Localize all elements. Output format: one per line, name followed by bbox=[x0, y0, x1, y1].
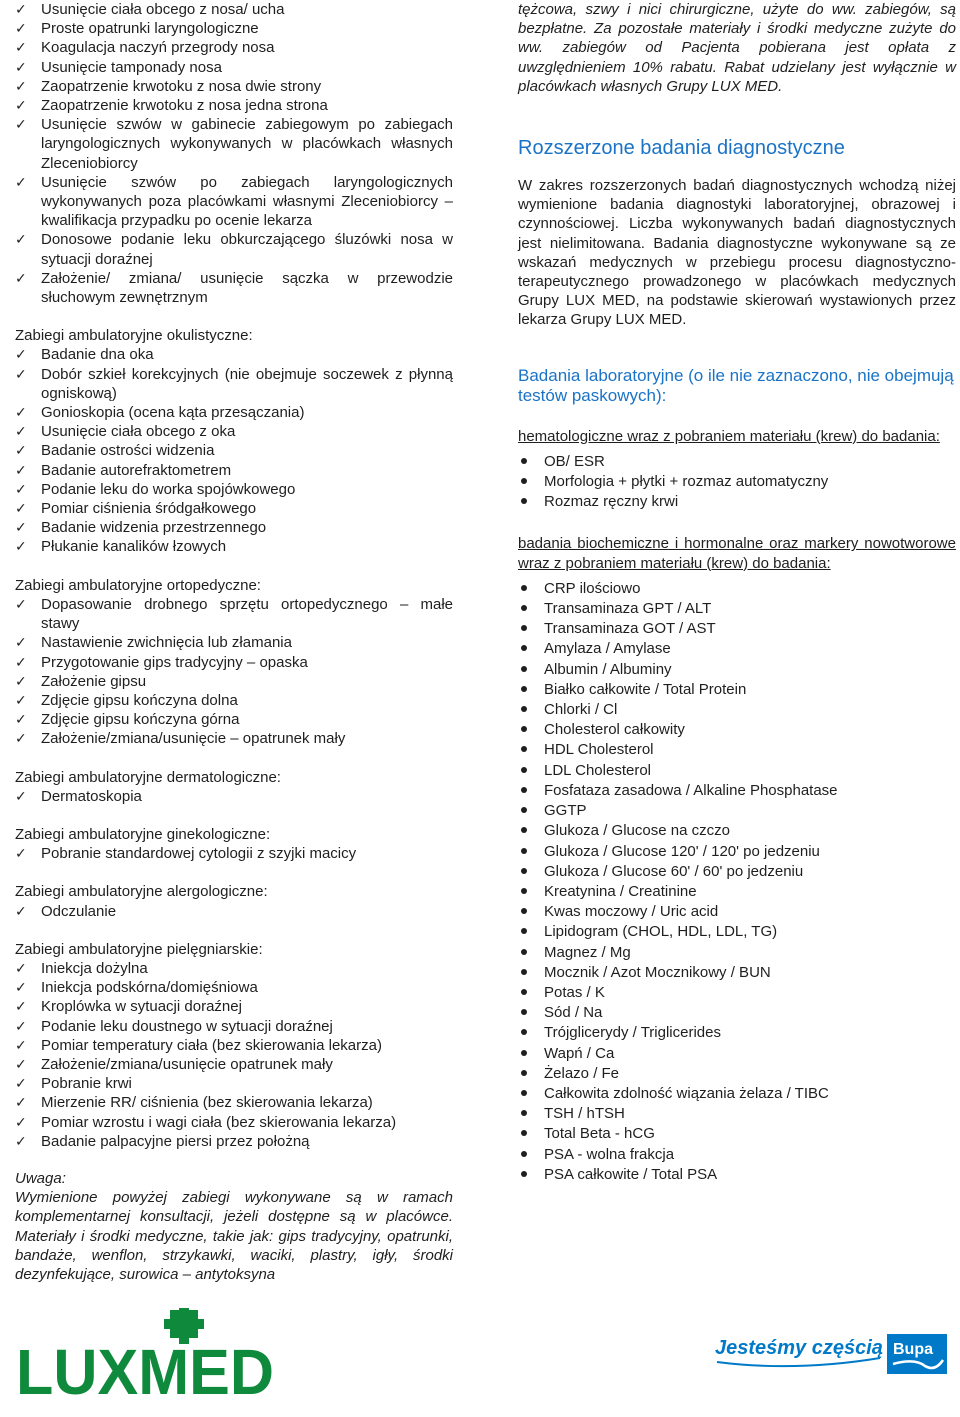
check-icon: ✓ bbox=[15, 538, 27, 555]
list-item bbox=[518, 922, 956, 942]
list-item bbox=[15, 959, 453, 978]
section-check-list bbox=[15, 959, 453, 1151]
check-icon: ✓ bbox=[15, 595, 27, 612]
lab-heading: Badania laboratoryjne (o ile nie zaznaczono, nie obejmują testów paskowych): bbox=[518, 365, 954, 406]
check-icon: ✓ bbox=[15, 231, 27, 248]
check-icon: ✓ bbox=[15, 979, 27, 996]
luxmed-logo-text: LUXMED bbox=[16, 1336, 274, 1400]
bullet-icon bbox=[521, 1029, 527, 1035]
list-item-text: Wapń / Ca bbox=[544, 1044, 615, 1062]
bullet-icon bbox=[521, 928, 527, 934]
list-item-text: Pomiar wzrostu i wagi ciała (bez skierowania lekarza) bbox=[41, 1113, 397, 1131]
bullet-icon bbox=[521, 645, 527, 651]
list-item bbox=[518, 1044, 956, 1064]
list-item bbox=[15, 480, 453, 499]
check-icon: ✓ bbox=[15, 442, 27, 459]
list-item bbox=[15, 1017, 453, 1036]
biochem-heading: badania biochemiczne i hormonalne oraz markery nowotworowe wraz z pobraniem materiału (krew) do badania: bbox=[518, 535, 956, 572]
bullet-icon bbox=[521, 1050, 527, 1056]
list-item bbox=[15, 0, 453, 19]
bullet-icon bbox=[521, 706, 527, 712]
list-item-text: Zdjęcie gipsu kończyna górna bbox=[41, 711, 240, 729]
bullet-icon bbox=[521, 1090, 527, 1096]
list-item-text: GGTP bbox=[544, 802, 587, 820]
list-item-text: Koagulacja naczyń przegrody nosa bbox=[41, 39, 275, 57]
list-item-text: Dermatoskopia bbox=[41, 787, 142, 805]
bullet-icon bbox=[521, 1151, 527, 1157]
list-item-text: Albumin / Albuminy bbox=[544, 660, 672, 678]
list-item bbox=[15, 58, 453, 77]
check-icon: ✓ bbox=[15, 691, 27, 708]
bupa-logo bbox=[715, 1328, 950, 1378]
bullet-icon bbox=[521, 498, 527, 504]
list-item bbox=[518, 639, 956, 659]
luxmed-logo bbox=[16, 1308, 276, 1400]
list-item-text: Pobranie krwi bbox=[41, 1075, 132, 1093]
check-icon: ✓ bbox=[15, 959, 27, 976]
section-heading: Zabiegi ambulatoryjne ortopedyczne: bbox=[15, 576, 261, 594]
bullet-icon bbox=[521, 605, 527, 611]
list-item-text: Potas / K bbox=[544, 983, 605, 1001]
list-item-text: OB/ ESR bbox=[544, 452, 605, 470]
section-heading: Zabiegi ambulatoryjne alergologiczne: bbox=[15, 883, 268, 901]
list-item-text: Fosfataza zasadowa / Alkaline Phosphatase bbox=[544, 781, 838, 799]
list-item bbox=[15, 422, 453, 441]
list-item-text: Podanie leku do worka spojówkowego bbox=[41, 480, 296, 498]
list-item-text: Usunięcie szwów w gabinecie zabiegowym po zabiegach laryngologicznych wykonywanych w placówkach własnych Zleceniobiorcy bbox=[41, 116, 453, 172]
bupa-logo-text: Bupa bbox=[893, 1341, 933, 1358]
list-item-text: Transaminaza GPT / ALT bbox=[544, 600, 712, 618]
list-item-text: Dopasowanie drobnego sprzętu ortopedycznego – małe stawy bbox=[41, 595, 453, 633]
list-item-text: CRP ilościowo bbox=[544, 579, 641, 597]
section-check-list bbox=[15, 345, 453, 556]
section-check-list bbox=[15, 844, 453, 863]
list-item-text: PSA całkowite / Total PSA bbox=[544, 1165, 718, 1183]
check-icon: ✓ bbox=[15, 1036, 27, 1053]
list-item-text: Gonioskopia (ocena kąta przesączania) bbox=[41, 404, 305, 422]
list-item-text: Usunięcie ciała obcego z nosa/ ucha bbox=[41, 1, 285, 18]
list-item-text: Białko całkowite / Total Protein bbox=[544, 680, 747, 698]
list-item-text: TSH / hTSH bbox=[544, 1105, 625, 1123]
check-icon: ✓ bbox=[15, 423, 27, 440]
list-item-text: PSA - wolna frakcja bbox=[544, 1145, 675, 1163]
list-item bbox=[15, 729, 453, 748]
list-item bbox=[15, 672, 453, 691]
check-icon: ✓ bbox=[15, 404, 27, 421]
list-item bbox=[518, 1145, 956, 1165]
list-item bbox=[518, 619, 956, 639]
note-block bbox=[15, 1169, 453, 1284]
bullet-icon bbox=[521, 726, 527, 732]
list-item bbox=[15, 173, 453, 231]
list-item bbox=[518, 842, 956, 862]
bullet-icon bbox=[521, 666, 527, 672]
check-icon: ✓ bbox=[15, 902, 27, 919]
list-item bbox=[15, 345, 453, 364]
bullet-icon bbox=[521, 787, 527, 793]
list-item bbox=[518, 1003, 956, 1023]
list-item bbox=[518, 781, 956, 801]
list-item bbox=[518, 1084, 956, 1104]
check-icon: ✓ bbox=[15, 97, 27, 114]
bullet-icon bbox=[521, 827, 527, 833]
check-icon: ✓ bbox=[15, 519, 27, 536]
list-item-text: Magnez / Mg bbox=[544, 943, 631, 961]
bullet-icon bbox=[521, 767, 527, 773]
list-item bbox=[518, 1104, 956, 1124]
list-item-text: Rozmaz ręczny krwi bbox=[544, 493, 679, 511]
list-item bbox=[15, 403, 453, 422]
list-item bbox=[15, 691, 453, 710]
list-item bbox=[15, 230, 453, 268]
list-item-text: Kwas moczowy / Uric acid bbox=[544, 903, 719, 921]
hematology-heading: hematologiczne wraz z pobraniem materiału (krew) do badania: bbox=[518, 427, 940, 445]
check-icon: ✓ bbox=[15, 1094, 27, 1111]
list-item bbox=[15, 38, 453, 57]
check-icon: ✓ bbox=[15, 58, 27, 75]
section-check-list bbox=[15, 902, 453, 921]
list-item bbox=[518, 700, 956, 720]
list-item-text: Podanie leku doustnego w sytuacji doraźnej bbox=[41, 1017, 333, 1035]
check-icon: ✓ bbox=[15, 39, 27, 56]
note-label: Uwaga: bbox=[15, 1169, 66, 1187]
list-item-text: Założenie/zmiana/usunięcie opatrunek mały bbox=[41, 1055, 333, 1073]
list-item bbox=[15, 1113, 453, 1132]
bullet-icon bbox=[521, 1009, 527, 1015]
list-item-text: Proste opatrunki laryngologiczne bbox=[41, 20, 259, 38]
bullet-icon bbox=[521, 686, 527, 692]
list-item bbox=[15, 96, 453, 115]
list-item-text: Zaopatrzenie krwotoku z nosa dwie strony bbox=[41, 77, 322, 95]
check-icon: ✓ bbox=[15, 480, 27, 497]
bullet-icon bbox=[521, 1171, 527, 1177]
list-item bbox=[15, 787, 453, 806]
list-item bbox=[15, 997, 453, 1016]
top-check-list bbox=[15, 0, 453, 307]
section-heading: Zabiegi ambulatoryjne okulistyczne: bbox=[15, 327, 253, 345]
list-item bbox=[15, 441, 453, 460]
check-icon: ✓ bbox=[15, 998, 27, 1015]
list-item-text: Żelazo / Fe bbox=[544, 1064, 620, 1082]
bullet-icon bbox=[521, 458, 527, 464]
list-item bbox=[518, 472, 956, 492]
list-item bbox=[518, 862, 956, 882]
list-item-text: Założenie/zmiana/usunięcie – opatrunek mały bbox=[41, 730, 346, 748]
bullet-icon bbox=[521, 807, 527, 813]
list-item-text: Glukoza / Glucose na czczo bbox=[544, 822, 730, 840]
list-item bbox=[15, 77, 453, 96]
list-item bbox=[15, 1132, 453, 1151]
list-item bbox=[15, 595, 453, 633]
list-item-text: Badanie palpacyjne piersi przez położną bbox=[41, 1132, 310, 1150]
bupa-slogan: Jesteśmy częścią bbox=[715, 1337, 883, 1359]
check-icon: ✓ bbox=[15, 20, 27, 37]
list-item bbox=[518, 740, 956, 760]
section-heading: Zabiegi ambulatoryjne ginekologiczne: bbox=[15, 825, 271, 843]
list-item bbox=[15, 633, 453, 652]
list-item-text: Pomiar ciśnienia śródgałkowego bbox=[41, 500, 257, 518]
list-item bbox=[518, 1023, 956, 1043]
hematology-list bbox=[518, 452, 956, 513]
list-item-text: Całkowita zdolność wiązania żelaza / TIBC bbox=[544, 1084, 829, 1102]
list-item-text: LDL Cholesterol bbox=[544, 761, 651, 779]
list-item-text: Glukoza / Glucose 120' / 120' po jedzeniu bbox=[544, 842, 820, 860]
list-item-text: Glukoza / Glucose 60' / 60' po jedzeniu bbox=[544, 862, 804, 880]
list-item bbox=[518, 1064, 956, 1084]
list-item bbox=[518, 1124, 956, 1144]
bullet-icon bbox=[521, 908, 527, 914]
list-item-text: Transaminaza GOT / AST bbox=[544, 620, 716, 638]
list-item bbox=[15, 537, 453, 556]
list-item bbox=[15, 461, 453, 480]
list-item-text: Usunięcie szwów po zabiegach laryngologicznych wykonywanych poza placówkami własnymi Zleceniobiorcy – kwalifikacja przypadku po ocenie lekarza bbox=[41, 173, 453, 230]
list-item bbox=[15, 518, 453, 537]
list-item-text: Usunięcie ciała obcego z oka bbox=[41, 423, 236, 441]
bullet-icon bbox=[521, 746, 527, 752]
list-item bbox=[518, 492, 956, 512]
list-item bbox=[15, 653, 453, 672]
list-item-text: Chlorki / Cl bbox=[544, 701, 618, 719]
section-check-list bbox=[15, 595, 453, 749]
check-icon: ✓ bbox=[15, 1113, 27, 1130]
list-item-text: Morfologia + płytki + rozmaz automatyczny bbox=[544, 473, 829, 491]
bullet-icon bbox=[521, 1110, 527, 1116]
check-icon: ✓ bbox=[15, 1055, 27, 1072]
list-item bbox=[518, 983, 956, 1003]
list-item-text: Lipidogram (CHOL, HDL, LDL, TG) bbox=[544, 923, 778, 941]
list-item bbox=[518, 599, 956, 619]
check-icon: ✓ bbox=[15, 1, 27, 17]
list-item bbox=[15, 365, 453, 403]
check-icon: ✓ bbox=[15, 500, 27, 517]
check-icon: ✓ bbox=[15, 845, 27, 862]
check-icon: ✓ bbox=[15, 1075, 27, 1092]
list-item-text: Kreatynina / Creatinine bbox=[544, 882, 697, 900]
list-item-text: Mocznik / Azot Mocznikowy / BUN bbox=[544, 963, 771, 981]
list-item bbox=[518, 943, 956, 963]
list-item-text: Przygotowanie gips tradycyjny – opaska bbox=[41, 653, 308, 671]
list-item-text: Założenie gipsu bbox=[41, 672, 147, 690]
bullet-icon bbox=[521, 1130, 527, 1136]
bullet-icon bbox=[521, 848, 527, 854]
check-icon: ✓ bbox=[15, 77, 27, 94]
list-item-text: HDL Cholesterol bbox=[544, 741, 654, 759]
list-item-text: Mierzenie RR/ ciśnienia (bez skierowania lekarza) bbox=[41, 1094, 373, 1112]
section-heading: Zabiegi ambulatoryjne pielęgniarskie: bbox=[15, 940, 263, 958]
list-item bbox=[15, 115, 453, 173]
list-item bbox=[518, 680, 956, 700]
left-column bbox=[15, 0, 453, 1284]
note-continued: tężcowa, szwy i nici chirurgiczne, użyte do ww. zabiegów, są bezpłatne. Za pozostałe materiały i środki medyczne zużyte do ww. zabiegów od Pacjenta pobierana jest opłata z uwzględnieniem 10% rabatu. Rabat udzielany jest wyłącznie w placówkach własnych Grupy LUX MED. bbox=[518, 1, 956, 95]
list-item bbox=[15, 1036, 453, 1055]
check-icon: ✓ bbox=[15, 269, 27, 286]
bullet-icon bbox=[521, 868, 527, 874]
list-item-text: Płukanie kanalików łzowych bbox=[41, 538, 227, 556]
list-item-text: Donosowe podanie leku obkurczającego śluzówki nosa w sytuacji doraźnej bbox=[41, 231, 453, 268]
check-icon: ✓ bbox=[15, 711, 27, 728]
list-item bbox=[15, 844, 453, 863]
list-item-text: Total Beta - hCG bbox=[544, 1125, 655, 1143]
list-item-text: Amylaza / Amylase bbox=[544, 640, 671, 658]
section-heading: Zabiegi ambulatoryjne dermatologiczne: bbox=[15, 768, 281, 786]
list-item bbox=[15, 1074, 453, 1093]
list-item-text: Sód / Na bbox=[544, 1004, 603, 1022]
list-item-text: Badanie widzenia przestrzennego bbox=[41, 519, 267, 537]
right-column bbox=[518, 0, 956, 1185]
list-item-text: Cholesterol całkowity bbox=[544, 721, 685, 739]
diagnostics-heading: Rozszerzone badania diagnostyczne bbox=[518, 137, 845, 160]
list-item bbox=[518, 821, 956, 841]
list-item-text: Odczulanie bbox=[41, 902, 117, 920]
list-item-text: Usunięcie tamponady nosa bbox=[41, 58, 222, 76]
section-check-list bbox=[15, 787, 453, 806]
list-item-text: Nastawienie zwichnięcia lub złamania bbox=[41, 634, 292, 652]
list-item-text: Założenie/ zmiana/ usunięcie sączka w przewodzie słuchowym zewnętrznym bbox=[41, 269, 453, 307]
list-item bbox=[15, 19, 453, 38]
list-item bbox=[518, 761, 956, 781]
bullet-icon bbox=[521, 969, 527, 975]
list-item-text: Iniekcja podskórna/domięśniowa bbox=[41, 979, 258, 997]
list-item-text: Zdjęcie gipsu kończyna dolna bbox=[41, 691, 238, 709]
list-item bbox=[518, 579, 956, 599]
list-item-text: Badanie ostrości widzenia bbox=[41, 442, 215, 460]
note-text: Wymienione powyżej zabiegi wykonywane są w ramach komplementarnej konsultacji, jeżeli dostępne są w placówce. Materiały i środki medyczne, takie jak: gips tradycyjny, opatrunki, bandaże, wenflon, strzykawki, waciki, plastry, igły, środki dezynfekujące, surowica – antytoksyna bbox=[15, 1189, 453, 1283]
check-icon: ✓ bbox=[15, 653, 27, 670]
check-icon: ✓ bbox=[15, 634, 27, 651]
list-item bbox=[15, 499, 453, 518]
list-item-text: Kroplówka w sytuacji doraźnej bbox=[41, 998, 242, 1016]
list-item bbox=[518, 963, 956, 983]
list-item bbox=[518, 720, 956, 740]
list-item-text: Trójglicerydy / Triglicerides bbox=[544, 1024, 721, 1042]
bullet-icon bbox=[521, 1070, 527, 1076]
list-item-text: Iniekcja dożylna bbox=[41, 959, 148, 977]
bullet-icon bbox=[521, 625, 527, 631]
check-icon: ✓ bbox=[15, 787, 27, 804]
check-icon: ✓ bbox=[15, 672, 27, 689]
check-icon: ✓ bbox=[15, 730, 27, 747]
list-item bbox=[15, 978, 453, 997]
list-item bbox=[15, 710, 453, 729]
list-item bbox=[518, 1165, 956, 1185]
list-item-text: Zaopatrzenie krwotoku z nosa jedna strona bbox=[41, 97, 328, 115]
check-icon: ✓ bbox=[15, 1017, 27, 1034]
list-item bbox=[15, 902, 453, 921]
left-sections bbox=[15, 326, 453, 1151]
diagnostics-text: W zakres rozszerzonych badań diagnostycznych wchodzą niżej wymienione badania diagnostyki laboratoryjnej, obrazowej i czynnościowej. Liczba wykonywanych badań diagnostycznych jest nielimitowana. Badania diagnostyczne wykonywane są ze wskazań medycznych w przebiegu procesu diagnostyczno-terapeutycznego prowadzonego w placówkach medycznych Grupy LUX MED, na podstawie skierowań wystawionych przez lekarza Grupy LUX MED. bbox=[518, 177, 956, 329]
check-icon: ✓ bbox=[15, 365, 27, 382]
list-item bbox=[518, 801, 956, 821]
bullet-icon bbox=[521, 888, 527, 894]
list-item bbox=[15, 1093, 453, 1112]
check-icon: ✓ bbox=[15, 346, 27, 363]
list-item bbox=[15, 1055, 453, 1074]
check-icon: ✓ bbox=[15, 173, 27, 190]
list-item bbox=[518, 452, 956, 472]
list-item-text: Dobór szkieł korekcyjnych (nie obejmuje soczewek z płynną ogniskową) bbox=[41, 365, 453, 402]
list-item-text: Badanie autorefraktometrem bbox=[41, 461, 232, 479]
list-item-text: Pomiar temperatury ciała (bez skierowania lekarza) bbox=[41, 1036, 382, 1054]
list-item-text: Pobranie standardowej cytologii z szyjki macicy bbox=[41, 845, 357, 863]
list-item bbox=[518, 902, 956, 922]
bullet-icon bbox=[521, 585, 527, 591]
bullet-icon bbox=[521, 949, 527, 955]
list-item bbox=[518, 882, 956, 902]
list-item bbox=[15, 269, 453, 307]
bullet-icon bbox=[521, 478, 527, 484]
check-icon: ✓ bbox=[15, 461, 27, 478]
check-icon: ✓ bbox=[15, 116, 27, 133]
list-item bbox=[518, 660, 956, 680]
biochem-list bbox=[518, 579, 956, 1185]
list-item-text: Badanie dna oka bbox=[41, 346, 154, 364]
bullet-icon bbox=[521, 989, 527, 995]
check-icon: ✓ bbox=[15, 1132, 27, 1149]
